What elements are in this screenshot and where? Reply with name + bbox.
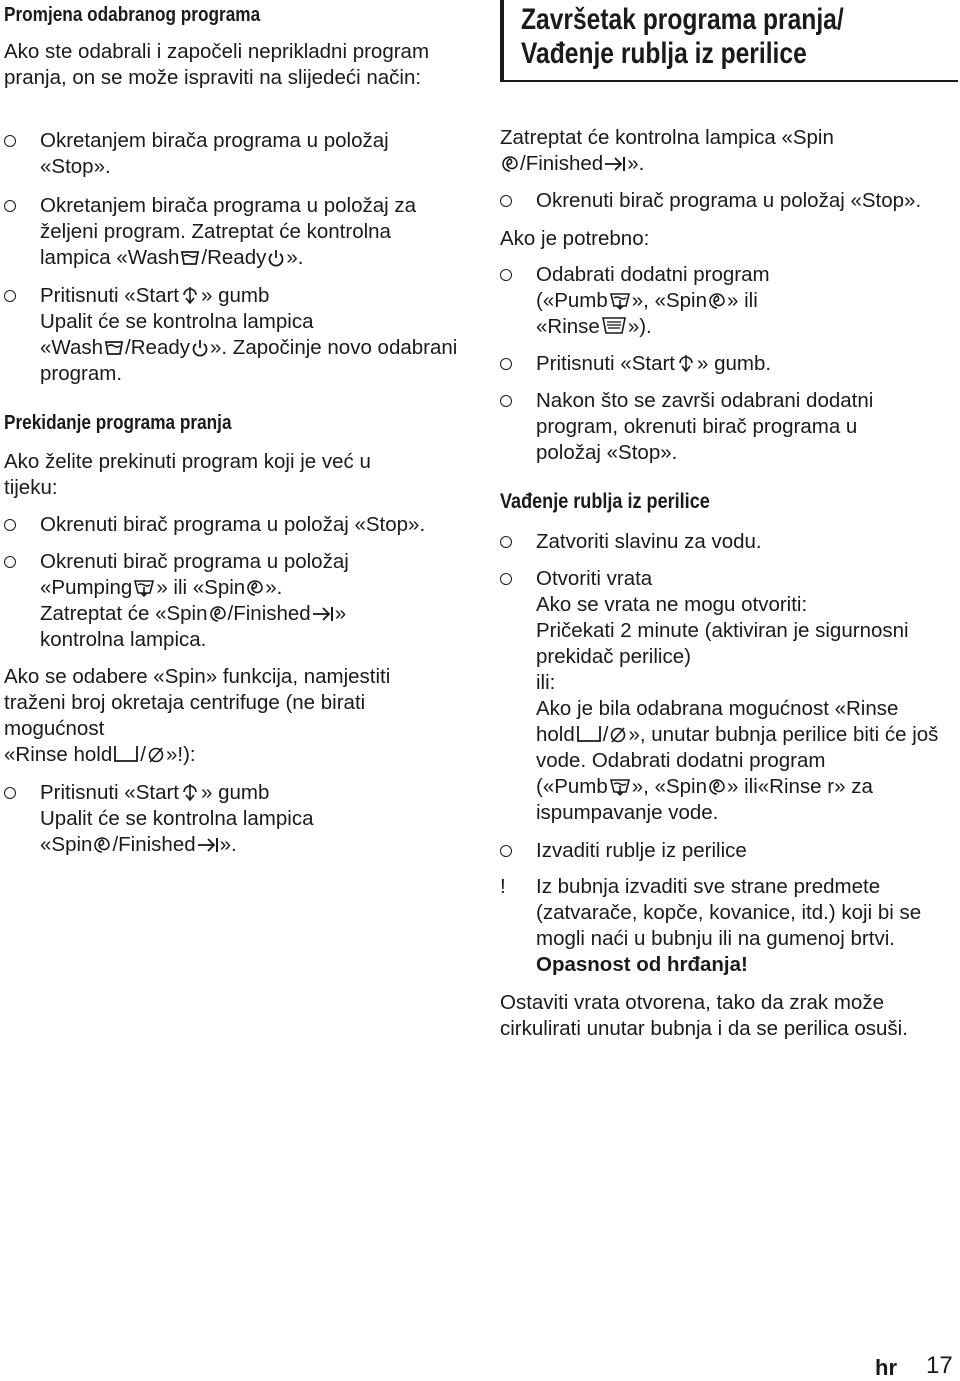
page-number: 17 [926,1352,953,1379]
no-spin-icon [609,726,627,744]
spin-icon [708,292,726,310]
paragraph-if-needed: Ako je potrebno: [500,227,650,250]
paragraph-change-intro: Ako ste odabrali i započeli neprikladni program pranja, on se može ispraviti na slijedeći način: [4,40,430,89]
wash-icon [104,339,124,357]
title-bar [500,0,504,82]
bullet-icon [500,573,512,585]
rinse-hold-icon [576,724,602,744]
section-heading-change-program: Promjena odabranog programa [4,4,261,26]
finished-icon [197,836,219,854]
spin-icon [209,605,227,623]
start-icon [180,285,200,305]
list-item: Okrenuti birač programa u položaj «Stop». [4,512,474,538]
pump-icon [609,778,631,796]
paragraph-end-intro: Zatreptat će kontrolna lampica «Spin /Finished ». [500,126,834,175]
warning-mark: ! [500,875,506,898]
rust-warning: Opasnost od hrđanja! [536,953,748,976]
power-icon [267,249,285,267]
bullet-icon [500,358,512,370]
list-item: Okretanjem birača programa u položaj «Stop». [4,128,460,180]
paragraph-spin-note: Ako se odabere «Spin» funkcija, namjestiti traženi broj okretaja centrifuge (ne birati mogućnost «Rinse hold / »!): [4,665,391,766]
spin-icon [93,836,111,854]
list-item: Okrenuti birač programa u položaj «Stop». [500,188,960,214]
list-item: Nakon što se završi odabrani dodatni program, okrenuti birač programa u položaj «Stop». [500,388,920,466]
wash-icon [180,249,200,267]
list-item: Otvoriti vrata Ako se vrata ne mogu otvoriti: Pričekati 2 minute (aktiviran je sigurnosni prekidač perilice) ili: Ako je bila odabrana mogućnost «Rinse hold / », unutar bubnja perilice biti će još vode. Odabrati dodatni program («Pumb », «Spin » ili«Rinse r» za ispumpavanje vode. [500,566,955,826]
language-code: hr [875,1355,897,1380]
spin-icon [708,778,726,796]
bullet-icon [4,519,16,531]
section-heading-remove-laundry: Vađenje rublja iz perilice [500,490,710,513]
bullet-icon [500,536,512,548]
bullet-icon [4,135,16,147]
rinse-icon [601,316,627,336]
list-item: Pritisnuti «Start » gumb. [500,351,960,377]
finished-icon [604,155,626,173]
list-item: Zatvoriti slavinu za vodu. [500,529,960,555]
bullet-icon [500,845,512,857]
title-underline [500,80,958,82]
paragraph-leave-door-open: Ostaviti vrata otvorena, tako da zrak može cirkulirati unutar bubnja i da se perilica osuši. [500,991,908,1040]
start-icon [180,782,200,802]
list-item: Okretanjem birača programa u položaj za željeni program. Zatreptat će kontrolna lampica «Wash /Ready ». [4,193,464,271]
warning-item: ! Iz bubnja izvaditi sve strane predmete (zatvarače, kopče, kovanice, itd.) koji bi se mogli naći u bubnju ili na gumenoj brtvi. Opasnost od hrđanja! [500,875,922,976]
finished-icon [312,605,334,623]
bullet-icon [500,395,512,407]
section-heading-interrupt: Prekidanje programa pranja [4,412,232,434]
pump-icon [133,579,155,597]
power-icon [191,339,209,357]
bullet-icon [4,787,16,799]
list-item: Izvaditi rublje iz perilice [500,838,960,864]
bullet-icon [4,290,16,302]
spin-icon [246,579,264,597]
bullet-icon [4,556,16,568]
list-item: Pritisnuti «Start » gumb Upalit će se kontrolna lampica «Wash /Ready ». Započinje novo odabrani program. [4,283,464,387]
no-spin-icon [147,746,165,764]
bullet-icon [500,269,512,281]
page-title: Završetak programa pranja/ Vađenje rublja iz perilice [521,3,844,70]
start-icon [676,353,696,373]
bullet-icon [500,195,512,207]
rinse-hold-icon [113,744,139,764]
list-item: Okrenuti birač programa u položaj «Pumping » ili «Spin ». Zatreptat će «Spin /Finished » kontrolna lampica. [4,549,464,653]
list-item: Pritisnuti «Start » gumb Upalit će se kontrolna lampica «Spin /Finished ». [4,780,464,858]
paragraph-interrupt-intro: Ako želite prekinuti program koji je već u tijeku: [4,450,371,499]
pump-icon [609,292,631,310]
list-item: Odabrati dodatni program («Pumb », «Spin » ili «Rinse »). [500,262,960,340]
spin-icon [501,155,519,173]
bullet-icon [4,200,16,212]
